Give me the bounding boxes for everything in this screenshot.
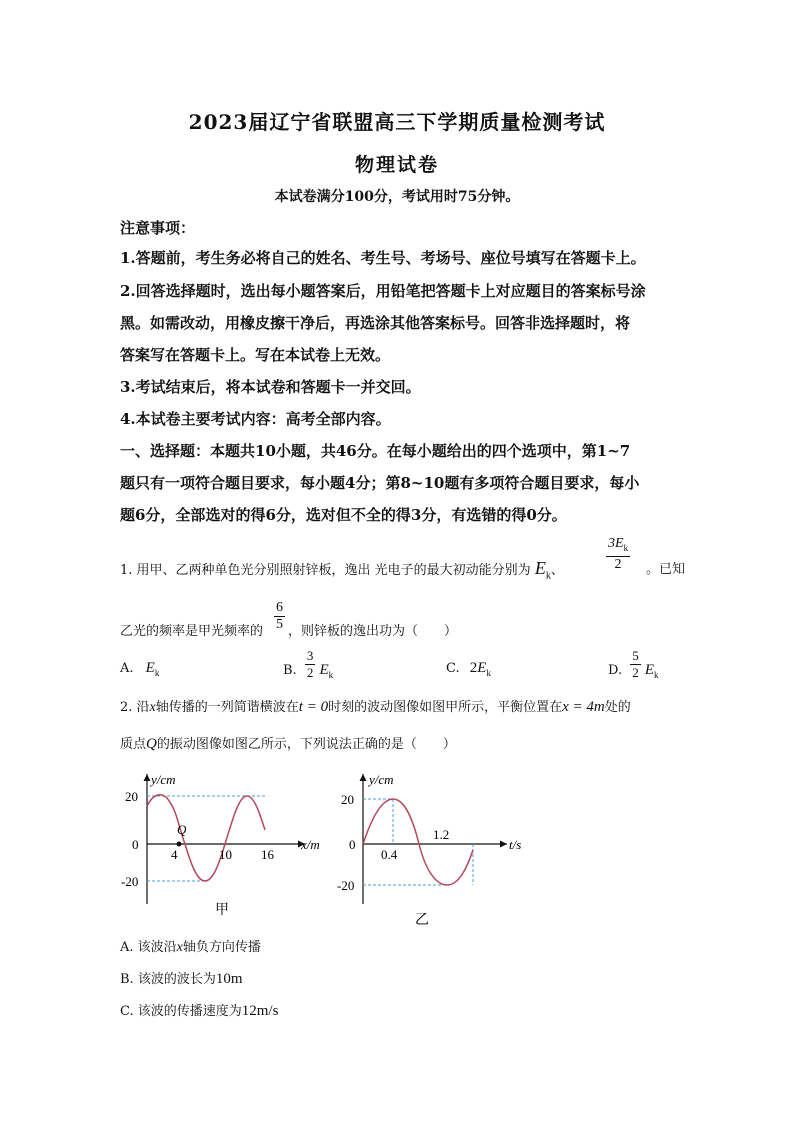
jia-ytick-neg20: -20 bbox=[121, 874, 139, 889]
yi-xtick-1.2: 1.2 bbox=[433, 827, 450, 842]
yi-ytick-neg20: -20 bbox=[337, 878, 355, 893]
yi-ytick-20: 20 bbox=[341, 792, 354, 807]
yi-caption: 乙 bbox=[415, 913, 429, 928]
q1-text-a: 1. 用甲、乙两种单色光分别照射锌板，逸出 光电子的最大初动能分别为 bbox=[120, 563, 531, 578]
question-1-line-1 bbox=[120, 558, 564, 582]
exam-subtitle: 物理试卷 bbox=[354, 154, 439, 176]
q1-option-b[interactable]: B. $\frac{3}{2}$ $E_k$ bbox=[283, 648, 334, 680]
yi-ytick-0: 0 bbox=[349, 837, 356, 852]
exam-title: 2023届辽宁省联盟高三下学期质量检测考试 bbox=[188, 110, 606, 134]
figure-yi-vibration-graph bbox=[335, 768, 545, 928]
q2-option-a[interactable]: A. 该波沿x轴负方向传播 bbox=[120, 940, 261, 955]
q1-text-b: 。已知 bbox=[646, 562, 686, 577]
vibration-curve bbox=[363, 799, 473, 885]
notes-heading: 注意事项： bbox=[120, 219, 196, 237]
exam-info: 本试卷满分100分，考试用时75分钟。 bbox=[274, 189, 520, 205]
jia-xtick-4: 4 bbox=[171, 847, 178, 862]
note-3: 3.考试结束后，将本试卷和答题卡一并交回。 bbox=[120, 378, 421, 396]
jia-xtick-16: 16 bbox=[261, 847, 274, 862]
section-line-1: 一、选择题：本题共10小题，共46分。在每小题给出的四个选项中，第1~7 bbox=[120, 442, 631, 460]
q1-sep: 、 bbox=[550, 563, 564, 578]
yi-ylabel: y/cm bbox=[369, 772, 394, 787]
q1-ek: $E_k$ bbox=[534, 558, 551, 582]
q1-option-c[interactable]: C. $2E_k$ bbox=[446, 660, 491, 678]
note-2-line-2: 黑。如需改动，用橡皮擦干净后，再选涂其他答案标号。回答非选择题时，将 bbox=[120, 314, 631, 332]
question-2-line-1: 2. 沿x轴传播的一列简谐横波在t = 0时刻的波动图像如图甲所示，平衡位置在x = 4m处的 bbox=[120, 699, 631, 715]
q1-text-d: ，则锌板的逸出功为（ ） bbox=[288, 624, 458, 639]
note-2-line-1: 2.回答选择题时，选出每小题答案后，用铅笔把答题卡上对应题目的答案标号涂 bbox=[120, 282, 646, 300]
section-line-2: 题只有一项符合题目要求，每小题4分；第8~10题有多项符合题目要求，每小 bbox=[120, 474, 640, 492]
jia-ytick-20: 20 bbox=[125, 789, 138, 804]
question-2-line-2: 质点Q的振动图像如图乙所示，下列说法正确的是（ ） bbox=[120, 736, 456, 752]
q1-option-a[interactable]: A. $E_k$ bbox=[120, 660, 160, 678]
jia-ylabel: y/cm bbox=[151, 772, 176, 787]
point-q bbox=[177, 842, 182, 847]
note-2-line-3: 答案写在答题卡上。写在本试卷上无效。 bbox=[120, 346, 391, 364]
figure-jia-wave-graph bbox=[115, 768, 335, 918]
jia-ytick-0: 0 bbox=[132, 837, 139, 852]
yi-xtick-0.4: 0.4 bbox=[381, 847, 398, 862]
label-q: Q bbox=[177, 822, 187, 837]
q2-option-b[interactable]: B. 该波的波长为10m bbox=[120, 971, 243, 987]
q1-fraction-6-over-5: $\frac{6}{5}$ bbox=[276, 600, 283, 632]
note-1: 1.答题前，考生务必将自己的姓名、考生号、考场号、座位号填写在答题卡上。 bbox=[120, 249, 646, 267]
note-4: 4.本试卷主要考试内容：高考全部内容。 bbox=[120, 410, 391, 428]
q1-fraction-3ek-over-2: $\frac{3E_k}{2}$ bbox=[608, 536, 629, 572]
jia-caption: 甲 bbox=[215, 903, 229, 918]
q2-option-c[interactable]: C. 该波的传播速度为12m/s bbox=[120, 1003, 279, 1019]
yi-xlabel: t/s bbox=[509, 837, 522, 852]
q1-text-c: 乙光的频率是甲光频率的 bbox=[120, 624, 264, 639]
jia-xtick-10: 10 bbox=[219, 847, 232, 862]
section-line-3: 题6分，全部选对的得6分，选对但不全的得3分，有选错的得0分。 bbox=[120, 506, 567, 524]
q1-option-d[interactable]: D. $\frac{5}{2}$ $E_k$ bbox=[608, 648, 659, 680]
wave-curve bbox=[147, 795, 265, 881]
jia-xlabel: x/m bbox=[301, 837, 320, 852]
